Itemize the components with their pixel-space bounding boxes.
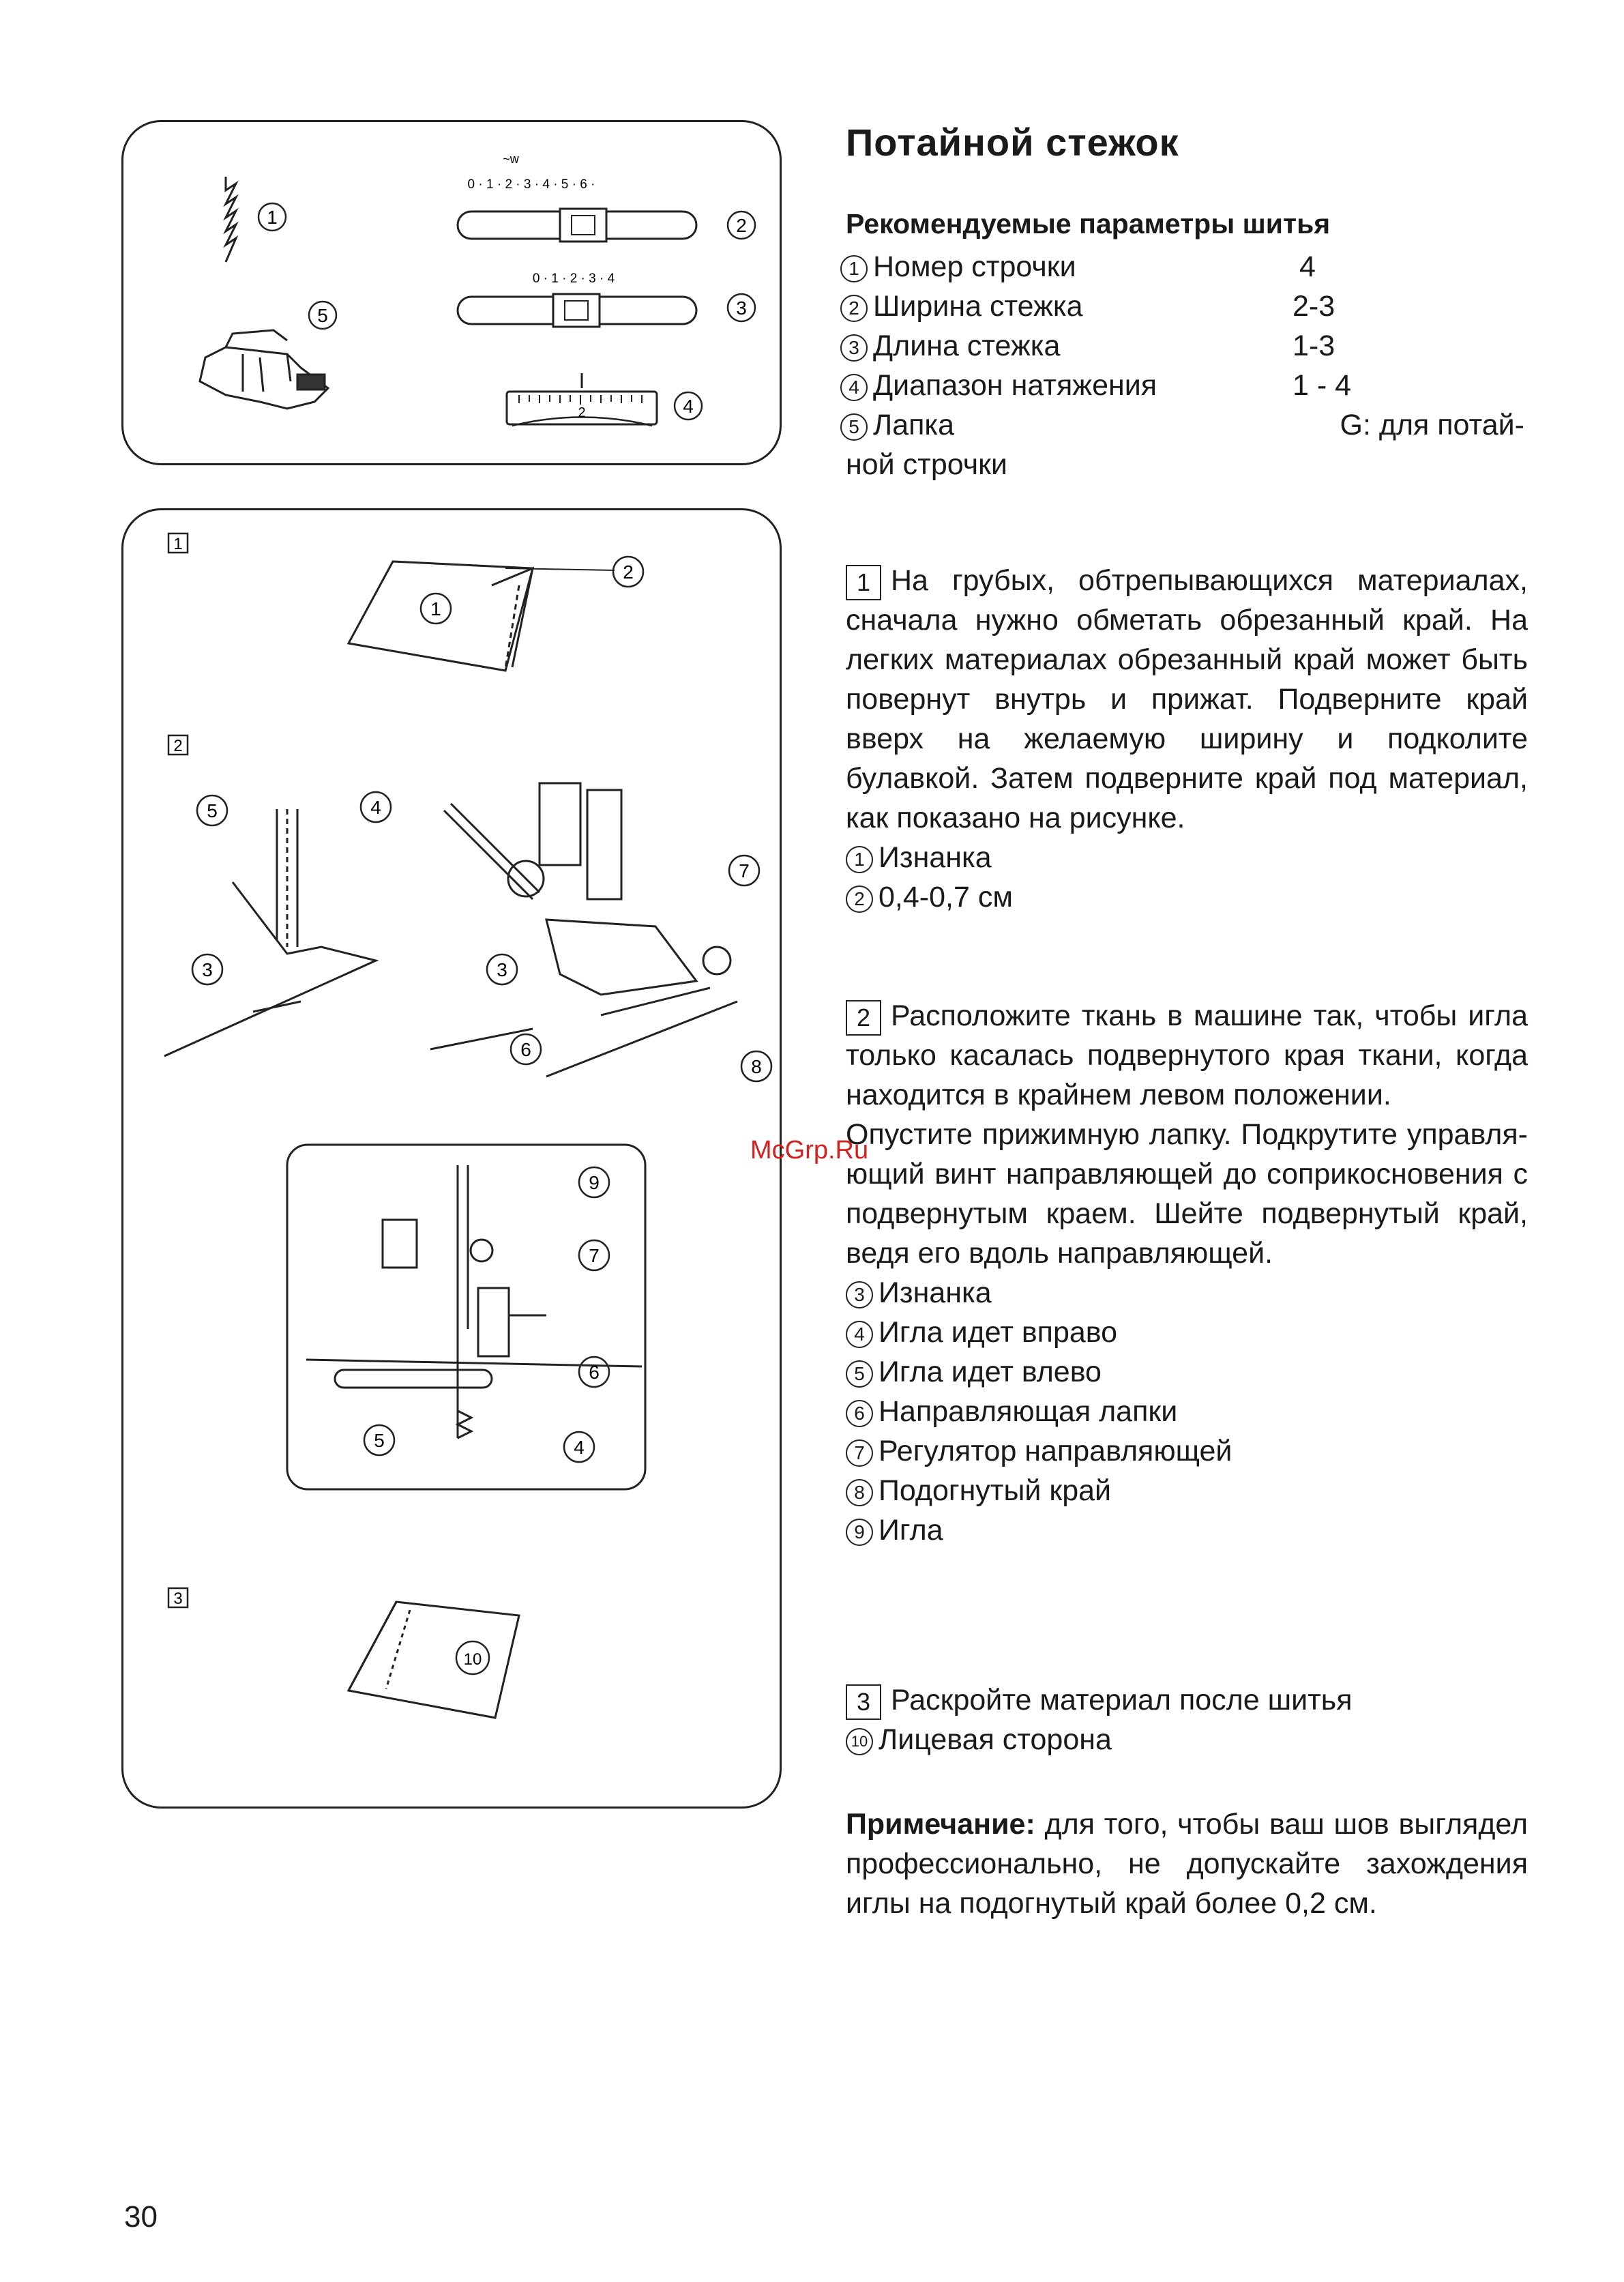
fig1-callout-2: 2 <box>623 561 634 583</box>
step1-fig-label: 1 <box>173 535 183 553</box>
step1-section <box>846 561 1528 917</box>
tension-value: 2 <box>578 405 586 420</box>
settings-row <box>840 366 1157 405</box>
presser-foot-g-icon <box>200 330 328 409</box>
callout-5: 5 <box>317 305 328 326</box>
steps-illustration-panel <box>121 508 782 1809</box>
step1-number: 1 <box>846 565 881 600</box>
step3-fig-label: 3 <box>173 1590 183 1608</box>
settings-num: 5 <box>840 413 868 441</box>
list-item <box>846 1720 1528 1759</box>
item-label: Подогнутый край <box>879 1474 1112 1507</box>
settings-row <box>840 247 1076 287</box>
settings-illustration-panel <box>121 120 782 465</box>
item-label: Игла идет влево <box>879 1356 1102 1388</box>
item-num: 2 <box>846 886 873 913</box>
item-label: Направляющая лапки <box>879 1395 1178 1428</box>
list-item <box>846 1392 1528 1431</box>
list-item <box>846 1510 1528 1550</box>
width-scale-label: 0 · 1 · 2 · 3 · 4 · 5 · 6 · <box>467 177 595 192</box>
step2-text2: Опустите прижимную лапку. Подкрутите управля-ющий винт направляющей до соприкосновения с подвернутым краем. Шейте подвернутый край, ведя его вдоль направляющей. <box>846 1118 1528 1270</box>
item-num: 10 <box>846 1728 873 1755</box>
step3-section <box>846 1680 1528 1759</box>
settings-label: Лапка <box>873 409 955 441</box>
item-num: 4 <box>846 1321 873 1348</box>
opened-fabric-drawing <box>349 1602 519 1718</box>
list-item <box>846 1471 1528 1510</box>
item-label: Регулятор направляющей <box>879 1435 1232 1467</box>
item-num: 1 <box>846 846 873 873</box>
settings-label: Диапазон натяжения <box>873 369 1157 402</box>
steps-illustration <box>123 510 780 1806</box>
note-label: Примечание: <box>846 1808 1035 1841</box>
note-text: для того, чтобы ваш шов выглядел профессионально, не допускайте захождения иглы на подогнутый край более 0,2 см. <box>846 1808 1528 1920</box>
page-number: 30 <box>124 2200 158 2234</box>
settings-row <box>840 287 1083 326</box>
callout-3: 3 <box>736 297 747 319</box>
settings-row <box>840 326 1060 366</box>
blind-stitch-pattern-icon <box>226 177 236 262</box>
settings-continuation: ной строчки <box>846 448 1007 481</box>
fig2b-callout-3: 3 <box>497 959 507 980</box>
callout-2: 2 <box>736 215 747 236</box>
settings-row <box>840 405 954 445</box>
watermark: McGrp.Ru <box>750 1136 869 1165</box>
fig2a-callout-3: 3 <box>202 959 213 980</box>
fig2a-callout-5: 5 <box>207 800 218 821</box>
item-label: Изнанка <box>879 841 992 874</box>
step1-text: На грубых, обтрепывающихся материалах, сначала нужно обметать обрезанный край. На легких материалах обрезанный край может быть повернут внутрь и прижат. Подверните край вверх на желаемую ширину и подколите булавкой. Затем подверните край под материал, как показано на рисунке. <box>846 564 1528 834</box>
settings-value: G: для потай- <box>1340 409 1524 441</box>
step2-text: Расположите ткань в машине так, чтобы игла только касалась подвернутого края ткани, когда находится в крайнем левом положении. <box>846 999 1528 1111</box>
fig2b-callout-8: 8 <box>751 1056 762 1077</box>
item-num: 3 <box>846 1281 873 1308</box>
svg-text:~w: ~w <box>503 152 519 166</box>
list-item <box>846 1352 1528 1392</box>
settings-value: 1-3 <box>1293 330 1335 362</box>
item-label: Изнанка <box>879 1276 992 1309</box>
step2-fig-label: 2 <box>173 737 183 755</box>
needle-guide-detail-drawing <box>306 1165 642 1438</box>
list-item <box>846 877 1528 917</box>
settings-num: 4 <box>840 374 868 401</box>
detail-callout-7: 7 <box>589 1245 600 1266</box>
list-item <box>846 1431 1528 1471</box>
fig1-callout-1: 1 <box>430 598 441 619</box>
item-label: Игла идет вправо <box>879 1316 1118 1349</box>
step3-text: Раскройте материал после шитья <box>891 1684 1353 1716</box>
fig3-callout-10: 10 <box>463 1650 482 1669</box>
item-num: 7 <box>846 1439 873 1467</box>
settings-num: 3 <box>840 334 868 362</box>
step3-number: 3 <box>846 1684 881 1720</box>
settings-label: Длина стежка <box>873 330 1061 362</box>
needle-position-drawing <box>164 809 376 1056</box>
note-section <box>846 1804 1528 1923</box>
list-item <box>846 1273 1528 1313</box>
item-num: 6 <box>846 1400 873 1427</box>
detail-callout-4: 4 <box>574 1437 585 1458</box>
list-item <box>846 1313 1528 1352</box>
item-num: 9 <box>846 1519 873 1546</box>
settings-label: Ширина стежка <box>873 290 1083 323</box>
callout-1: 1 <box>267 207 278 228</box>
detail-callout-9: 9 <box>589 1172 600 1193</box>
fig2a-callout-4: 4 <box>370 797 381 818</box>
item-label: Лицевая сторона <box>879 1723 1112 1756</box>
page-title: Потайной стежок <box>846 121 1179 164</box>
settings-num: 1 <box>840 255 868 282</box>
item-num: 8 <box>846 1479 873 1506</box>
settings-value: 2-3 <box>1293 290 1335 323</box>
item-label: 0,4-0,7 см <box>879 881 1013 913</box>
length-scale-label: 0 · 1 · 2 · 3 · 4 <box>532 272 615 286</box>
presser-foot-guide-drawing <box>430 783 737 1077</box>
list-item <box>846 838 1528 877</box>
settings-label: Номер строчки <box>873 250 1076 283</box>
item-num: 5 <box>846 1360 873 1388</box>
item-label: Игла <box>879 1514 943 1547</box>
settings-num: 2 <box>840 295 868 322</box>
settings-heading: Рекомендуемые параметры шитья <box>846 208 1331 239</box>
step2-number: 2 <box>846 1000 881 1036</box>
fig2b-callout-6: 6 <box>520 1039 531 1060</box>
fig2b-callout-7: 7 <box>739 860 750 881</box>
step2-section <box>846 996 1528 1550</box>
callout-4: 4 <box>683 396 694 417</box>
settings-value: 1 - 4 <box>1293 369 1352 402</box>
detail-callout-6: 6 <box>589 1362 600 1383</box>
settings-illustration <box>123 122 780 463</box>
detail-callout-5: 5 <box>374 1430 385 1451</box>
settings-value: 4 <box>1299 250 1316 283</box>
